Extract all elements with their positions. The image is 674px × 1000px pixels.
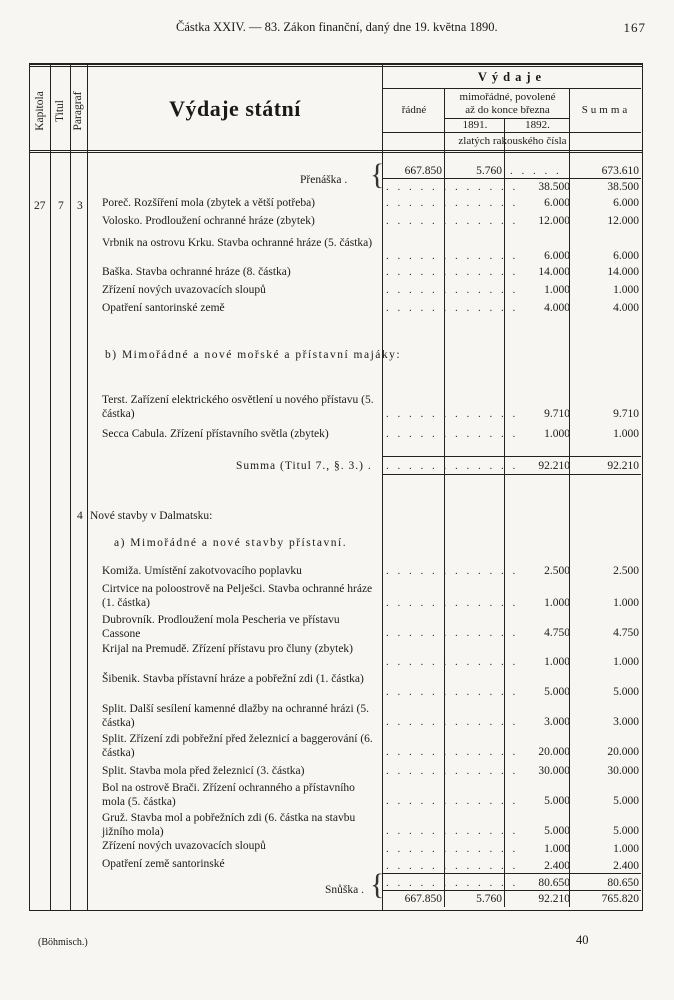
dot-leader: . . . . . . . . . . . . xyxy=(386,250,519,262)
dot-leader: . . . . . . . . . . . . xyxy=(386,428,519,440)
row-mim1892: 6.000 xyxy=(544,197,570,209)
dot-leader: . . . . . . . . . . . . xyxy=(386,597,519,609)
row-summa: 4.000 xyxy=(613,302,639,314)
dot-leader: . . . . . . . . . . . . xyxy=(386,843,519,855)
dot-leader: . . . . . . . . . . . . xyxy=(386,686,519,698)
col-mimoradne-2: až do konce března xyxy=(465,104,550,116)
row-label: Split. Další sesílení kamenné dlažby na ochranné hrázi (5. částka) xyxy=(102,703,369,729)
titul-number: 7 xyxy=(58,200,64,212)
row-mim1892: 3.000 xyxy=(544,716,570,728)
row-label: Gruž. Stavba mol a pobřežních zdi (6. částka na stavbu jižního mola) xyxy=(102,812,356,838)
dot-leader: . . . . . . . . . . . . xyxy=(386,877,519,889)
running-head: Částka XXIV. — 83. Zákon finanční, daný dne 19. května 1890. xyxy=(176,20,498,34)
dot-leader: . . . . . . . . . . . . xyxy=(386,565,519,577)
dot-leader: . . . . . . . . . . . . xyxy=(386,460,519,472)
col-year-1891: 1891. xyxy=(462,119,488,131)
col-mimoradne: mimořádné, povolené xyxy=(459,91,556,103)
dot-leader: . . . . . . . . . . . . xyxy=(386,795,519,807)
dot-leader: . . . . . . . . . . . . xyxy=(386,627,519,639)
row-mim1892: 6.000 xyxy=(544,250,570,262)
col-kapitola: Kapitola xyxy=(34,91,46,131)
row-summa: 5.000 xyxy=(613,686,639,698)
row-summa: 4.750 xyxy=(613,627,639,639)
rule xyxy=(504,118,505,907)
row-mim1892: 2.400 xyxy=(544,860,570,872)
rule xyxy=(29,150,642,153)
row-mim1892: 4.000 xyxy=(544,302,570,314)
rule xyxy=(87,63,88,910)
row-summa: 14.000 xyxy=(607,266,639,278)
rule xyxy=(382,178,641,179)
dot-leader: . . . . . . . . . . . . xyxy=(386,656,519,668)
row-label: Cirtvice na poloostrově na Pelješci. Stavba ochranné hráze (1. částka) xyxy=(102,583,373,609)
prenaska-mim1891: 5.760 xyxy=(476,165,502,177)
row-summa: 1.000 xyxy=(613,656,639,668)
col-paragraf: Paragraf xyxy=(72,91,84,131)
dot-leader: . . . . . . . . . . . . xyxy=(386,266,519,278)
row-label: Secca Cabula. Zřízení přístavního světla (zbytek) xyxy=(102,428,329,440)
row-summa: 1.000 xyxy=(613,597,639,609)
row-mim1892: 1.000 xyxy=(544,428,570,440)
sheet-number: 40 xyxy=(576,933,589,947)
row-mim1892: 2.500 xyxy=(544,565,570,577)
row-mim1892: 5.000 xyxy=(544,686,570,698)
rule xyxy=(444,88,445,907)
row-summa: 30.000 xyxy=(607,765,639,777)
row-mim1892: 5.000 xyxy=(544,795,570,807)
summa-total: 92.210 xyxy=(607,460,639,472)
row-label: Poreč. Rozšíření mola (zbytek a větší potřeba) xyxy=(102,197,315,209)
row-label: Bol na ostrově Brači. Zřízení ochranného a přístavního mola (5. částka) xyxy=(102,782,355,808)
section-b-heading: b) Mimořádné a nové mořské a přístavní majáky: xyxy=(105,349,402,361)
dot-leader: . . . . . . . . . . . . xyxy=(386,197,519,209)
row-mim1892: 1.000 xyxy=(544,656,570,668)
printer-note: (Böhmisch.) xyxy=(38,937,88,948)
row-label: Vrbnik na ostrovu Krku. Stavba ochranné hráze (5. částka) xyxy=(102,237,373,249)
row-label: Split. Stavba mola před železnicí (3. částka) xyxy=(102,765,305,777)
row-label: Dubrovník. Prodloužení mola Pescheria ve přístavu Cassone xyxy=(102,614,340,640)
snuska-mim1892: 92.210 xyxy=(538,893,570,905)
prenaska-summa-2: 38.500 xyxy=(607,181,639,193)
dot-leader: . . . . . . . . . . . . xyxy=(386,302,519,314)
row-mim1892: 5.000 xyxy=(544,825,570,837)
snuska-mim1892-sub: 80.650 xyxy=(538,877,570,889)
dot-leader: . . . . . . . . . . . . xyxy=(386,215,519,227)
rule xyxy=(382,890,641,891)
currency-note: zlatých rakouského čísla xyxy=(458,135,567,147)
rule xyxy=(70,63,71,910)
snuska-label: Snůška . xyxy=(325,884,364,896)
table-title: Výdaje státní xyxy=(169,96,301,121)
row-mim1892: 20.000 xyxy=(538,746,570,758)
dot-leader: . . . . . xyxy=(510,165,562,177)
col-summa: Summa xyxy=(581,104,631,116)
paragraf-number-4: 4 xyxy=(77,510,83,522)
row-mim1892: 30.000 xyxy=(538,765,570,777)
row-mim1892: 12.000 xyxy=(538,215,570,227)
prenaska-radne: 667.850 xyxy=(404,165,442,177)
dot-leader: . . . . . . . . . . . . xyxy=(386,825,519,837)
row-mim1892: 1.000 xyxy=(544,597,570,609)
row-summa: 6.000 xyxy=(613,250,639,262)
snuska-radne: 667.850 xyxy=(404,893,442,905)
row-label: Baška. Stavba ochranné hráze (8. částka) xyxy=(102,266,291,278)
row-label: Zřízení nových uvazovacích sloupů xyxy=(102,840,266,852)
row-summa: 1.000 xyxy=(613,428,639,440)
rule xyxy=(382,132,641,133)
row-summa: 5.000 xyxy=(613,825,639,837)
row-summa: 12.000 xyxy=(607,215,639,227)
prenaska-mim1892: 38.500 xyxy=(538,181,570,193)
row-mim1892: 4.750 xyxy=(544,627,570,639)
summa-mim1892: 92.210 xyxy=(538,460,570,472)
dot-leader: . . . . . . . . . . . . xyxy=(386,860,519,872)
row-summa: 3.000 xyxy=(613,716,639,728)
row-label: Šibenik. Stavba přístavní hráze a pobřežní zdi (1. částka) xyxy=(102,673,364,685)
paragraf-number: 3 xyxy=(77,200,83,212)
col-radne: řádné xyxy=(401,104,427,116)
row-mim1892: 1.000 xyxy=(544,843,570,855)
row-label: Komiža. Umístění zakotvovacího poplavku xyxy=(102,565,302,577)
col-titul: Titul xyxy=(54,100,66,122)
rule xyxy=(29,66,642,67)
snuska-summa-sub: 80.650 xyxy=(607,877,639,889)
row-label: Volosko. Prodloužení ochranné hráze (zbytek) xyxy=(102,215,315,227)
prenaska-summa: 673.610 xyxy=(601,165,639,177)
row-mim1892: 14.000 xyxy=(538,266,570,278)
row-label: Krijal na Premudě. Zřízení přístavu pro čluny (zbytek) xyxy=(102,643,354,655)
row-label: Terst. Zařízení elektrického osvětlení u nového přístavu (5. částka) xyxy=(102,394,374,420)
row-summa: 6.000 xyxy=(613,197,639,209)
snuska-mim1891: 5.760 xyxy=(476,893,502,905)
row-mim1892: 9.710 xyxy=(544,408,570,420)
row-summa: 2.400 xyxy=(613,860,639,872)
rule xyxy=(382,88,641,89)
dot-leader: . . . . . . . . . . . . xyxy=(386,716,519,728)
rule xyxy=(569,88,570,907)
brace: { xyxy=(370,868,385,901)
section-4a-heading: a) Mimořádné a nové stavby přístavní. xyxy=(114,537,348,549)
dot-leader: . . . . . . . . . . . . xyxy=(386,746,519,758)
row-summa: 1.000 xyxy=(613,284,639,296)
row-summa: 20.000 xyxy=(607,746,639,758)
row-summa: 5.000 xyxy=(613,795,639,807)
dot-leader: . . . . . . . . . . . . xyxy=(386,765,519,777)
snuska-summa: 765.820 xyxy=(601,893,639,905)
kapitola-number: 27 xyxy=(34,200,46,212)
row-summa: 9.710 xyxy=(613,408,639,420)
rule xyxy=(382,873,641,874)
row-label: Zřízení nových uvazovacích sloupů xyxy=(102,284,266,296)
row-summa: 1.000 xyxy=(613,843,639,855)
vydaje-heading: Výdaje xyxy=(477,70,547,84)
section-4-heading: Nové stavby v Dalmatsku: xyxy=(90,510,213,522)
rule xyxy=(50,63,51,910)
rule xyxy=(382,474,641,475)
row-summa: 2.500 xyxy=(613,565,639,577)
prenaska-label: Přenáška . xyxy=(300,174,348,186)
page-number: 167 xyxy=(623,20,646,35)
row-label: Opatření santorinské země xyxy=(102,302,225,314)
dot-leader: . . . . . . . . . . . . xyxy=(386,181,519,193)
dot-leader: . . . . . . . . . . . . xyxy=(386,284,519,296)
summa-label: Summa (Titul 7., §. 3.) . xyxy=(236,460,372,472)
row-mim1892: 1.000 xyxy=(544,284,570,296)
rule xyxy=(382,456,641,457)
dot-leader: . . . . . . . . . . . . xyxy=(386,408,519,420)
col-year-1892: 1892. xyxy=(525,119,550,131)
row-label: Split. Zřízení zdi pobřežní před železnicí a baggerování (6. částka) xyxy=(102,733,373,759)
brace: { xyxy=(370,158,385,191)
row-label: Opatření země santorinské xyxy=(102,858,225,870)
